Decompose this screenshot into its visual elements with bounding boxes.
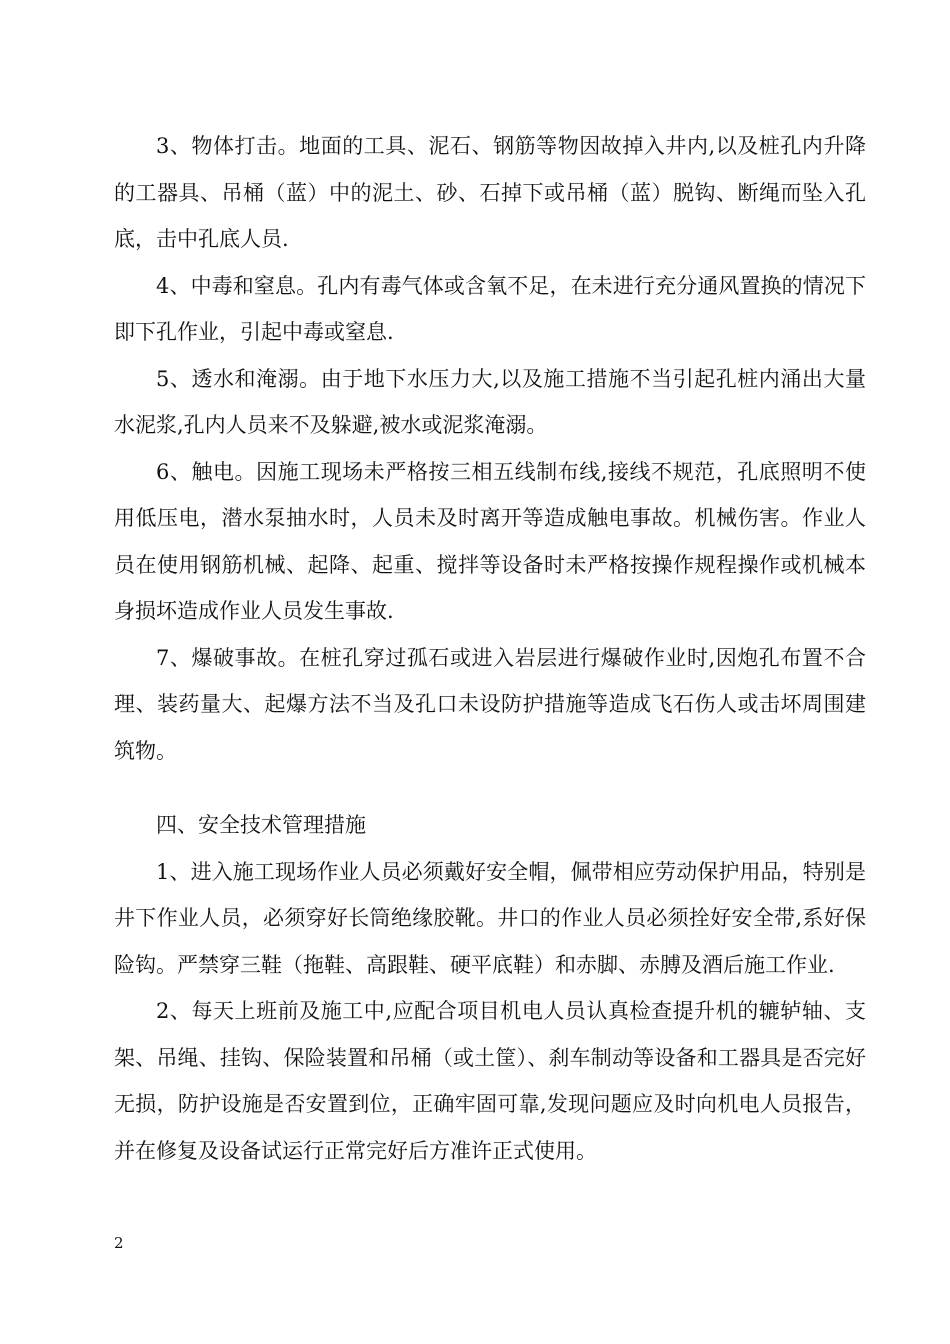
page-content <box>114 123 866 1174</box>
paragraph-hazard-object-strike: 3、物体打击。地面的工具、泥石、钢筋等物因故掉入井内,以及桩孔内升降的工器具、吊桶（蓝）中的泥土、砂、石掉下或吊桶（蓝）脱钩、断绳而坠入孔底，击中孔底人员. <box>114 134 866 251</box>
section-heading: 四、安全技术管理措施 <box>156 813 366 837</box>
paragraph-measure-protective-gear: 1、进入施工现场作业人员必须戴好安全帽，佩带相应劳动保护用品，特别是井下作业人员，必须穿好长筒绝缘胶靴。井口的作业人员必须拴好安全带,系好保险钩。严禁穿三鞋（拖鞋、高跟鞋、硬平底鞋）和赤脚、赤膊及酒后施工作业. <box>114 859 866 977</box>
paragraph-hazard-blasting: 7、爆破事故。在桩孔穿过孤石或进入岩层进行爆破作业时,因炮孔布置不合理、装药量大、起爆方法不当及孔口未设防护措施等造成飞石伤人或击坏周围建筑物。 <box>114 645 866 763</box>
paragraph-measure-equipment-check: 2、每天上班前及施工中,应配合项目机电人员认真检查提升机的辘轳轴、支架、吊绳、挂钩、保险装置和吊桶（或土筐）、刹车制动等设备和工器具是否完好无损，防护设施是否安置到位，正确牢固可靠,发现问题应及时向机电人员报告，并在修复及设备试运行正常完好后方准许正式使用。 <box>114 999 866 1163</box>
paragraph-hazard-electric-shock: 6、触电。因施工现场未严格按三相五线制布线,接线不规范，孔底照明不使用低压电，潜水泵抽水时，人员未及时离开等造成触电事故。机械伤害。作业人员在使用钢筋机械、起降、起重、搅拌等设备时未严格按操作规程操作或机械本身损坏造成作业人员发生事故. <box>114 459 866 623</box>
page-number: 2 <box>114 1234 124 1252</box>
paragraph-hazard-flooding: 5、透水和淹溺。由于地下水压力大,以及施工措施不当引起孔桩内涌出大量水泥浆,孔内人员来不及躲避,被水或泥浆淹溺。 <box>114 366 866 437</box>
paragraph-hazard-poisoning: 4、中毒和窒息。孔内有毒气体或含氧不足，在未进行充分通风置换的情况下即下孔作业，引起中毒或窒息. <box>114 273 866 344</box>
